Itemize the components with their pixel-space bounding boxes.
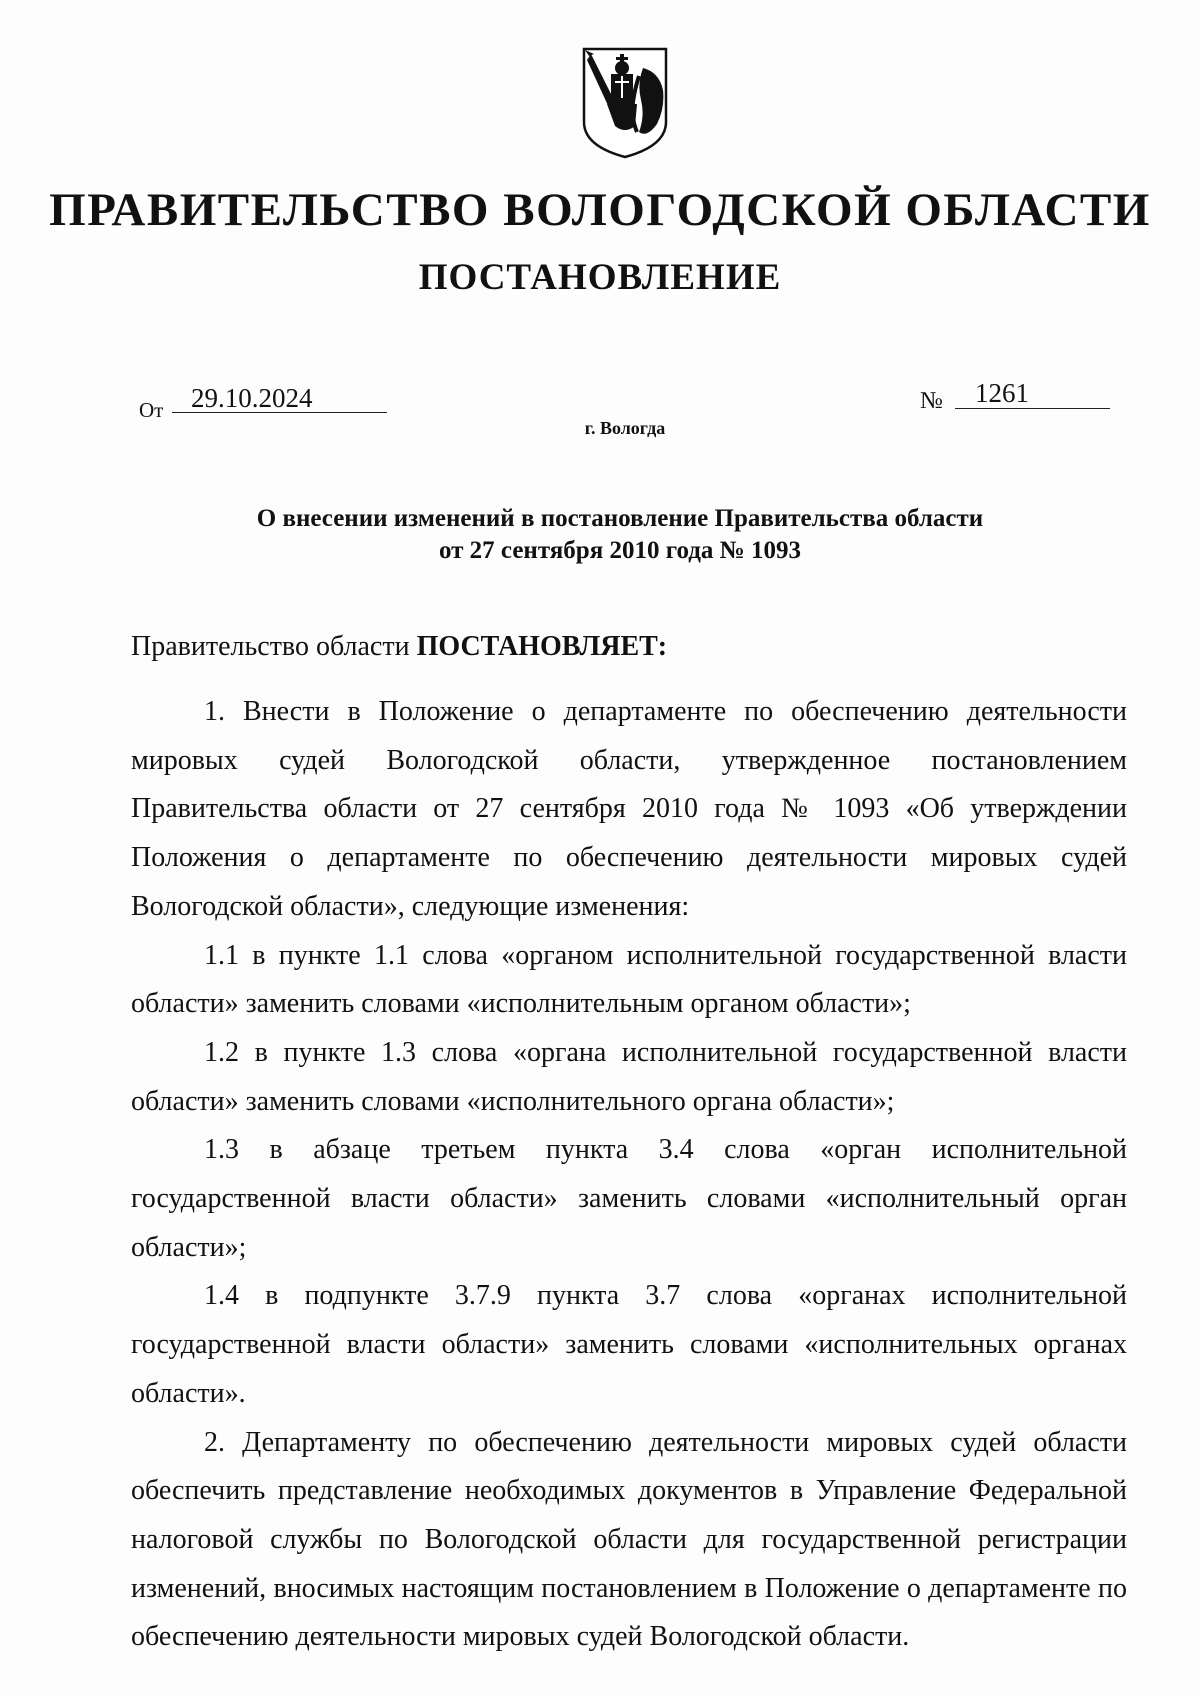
city-name: г. Вологда xyxy=(584,418,666,438)
date-label: От xyxy=(139,398,164,422)
document-type: ПОСТАНОВЛЕНИЕ xyxy=(418,257,782,298)
vologda-coat-of-arms-icon xyxy=(581,46,669,160)
paragraph-1: 1. Внести в Положение о департаменте по обеспечению деятельности мировых судей Вологодской области, утвержденное постановлением Правительства области от 27 сентября 2010 года № 1093 «Об утверждении Положения о департаменте по обеспечению деятельности мировых судей Вологодской области», следующие изменения: xyxy=(131,696,1127,922)
document-date: 29.10.2024 xyxy=(191,383,313,413)
document-subject xyxy=(0,503,1200,567)
resolve-prefix: Правительство области xyxy=(131,631,410,662)
document-number: 1261 xyxy=(975,378,1029,408)
resolve-keyword: ПОСТАНОВЛЯЕТ: xyxy=(416,631,668,662)
number-label: № xyxy=(920,388,943,414)
paragraph-1-1: 1.1 в пункте 1.1 слова «органом исполнительной государственной власти области» заменить словами «исполнительным органом области»; xyxy=(131,939,1127,1020)
paragraph-1-3: 1.3 в абзаце третьем пункта 3.4 слова «орган исполнительной государственной власти области» заменить словами «исполнительный орган области»; xyxy=(131,1134,1127,1263)
paragraph-1-2: 1.2 в пункте 1.3 слова «органа исполнительной государственной власти области» заменить словами «исполнительного органа области»; xyxy=(131,1036,1127,1117)
resolve-line xyxy=(131,631,667,663)
paragraph-2: 2. Департаменту по обеспечению деятельности мировых судей области обеспечить представление необходимых документов в Управление Федеральной налоговой службы по Вологодской области для государственной регистрации изменений, вносимых настоящим постановлением в Положение о департаменте по обеспечению деятельности мировых судей Вологодской области. xyxy=(131,1426,1127,1653)
subject-line-1: О внесении изменений в постановление Правительства области xyxy=(256,505,984,532)
government-title: ПРАВИТЕЛЬСТВО ВОЛОГОДСКОЙ ОБЛАСТИ xyxy=(49,184,1151,236)
document-body xyxy=(131,688,1127,1662)
paragraph-1-4: 1.4 в подпункте 3.7.9 пункта 3.7 слова «органах исполнительной государственной власти области» заменить словами «исполнительных органах области». xyxy=(131,1280,1127,1409)
subject-line-2: от 27 сентября 2010 года № 1093 xyxy=(438,537,802,564)
